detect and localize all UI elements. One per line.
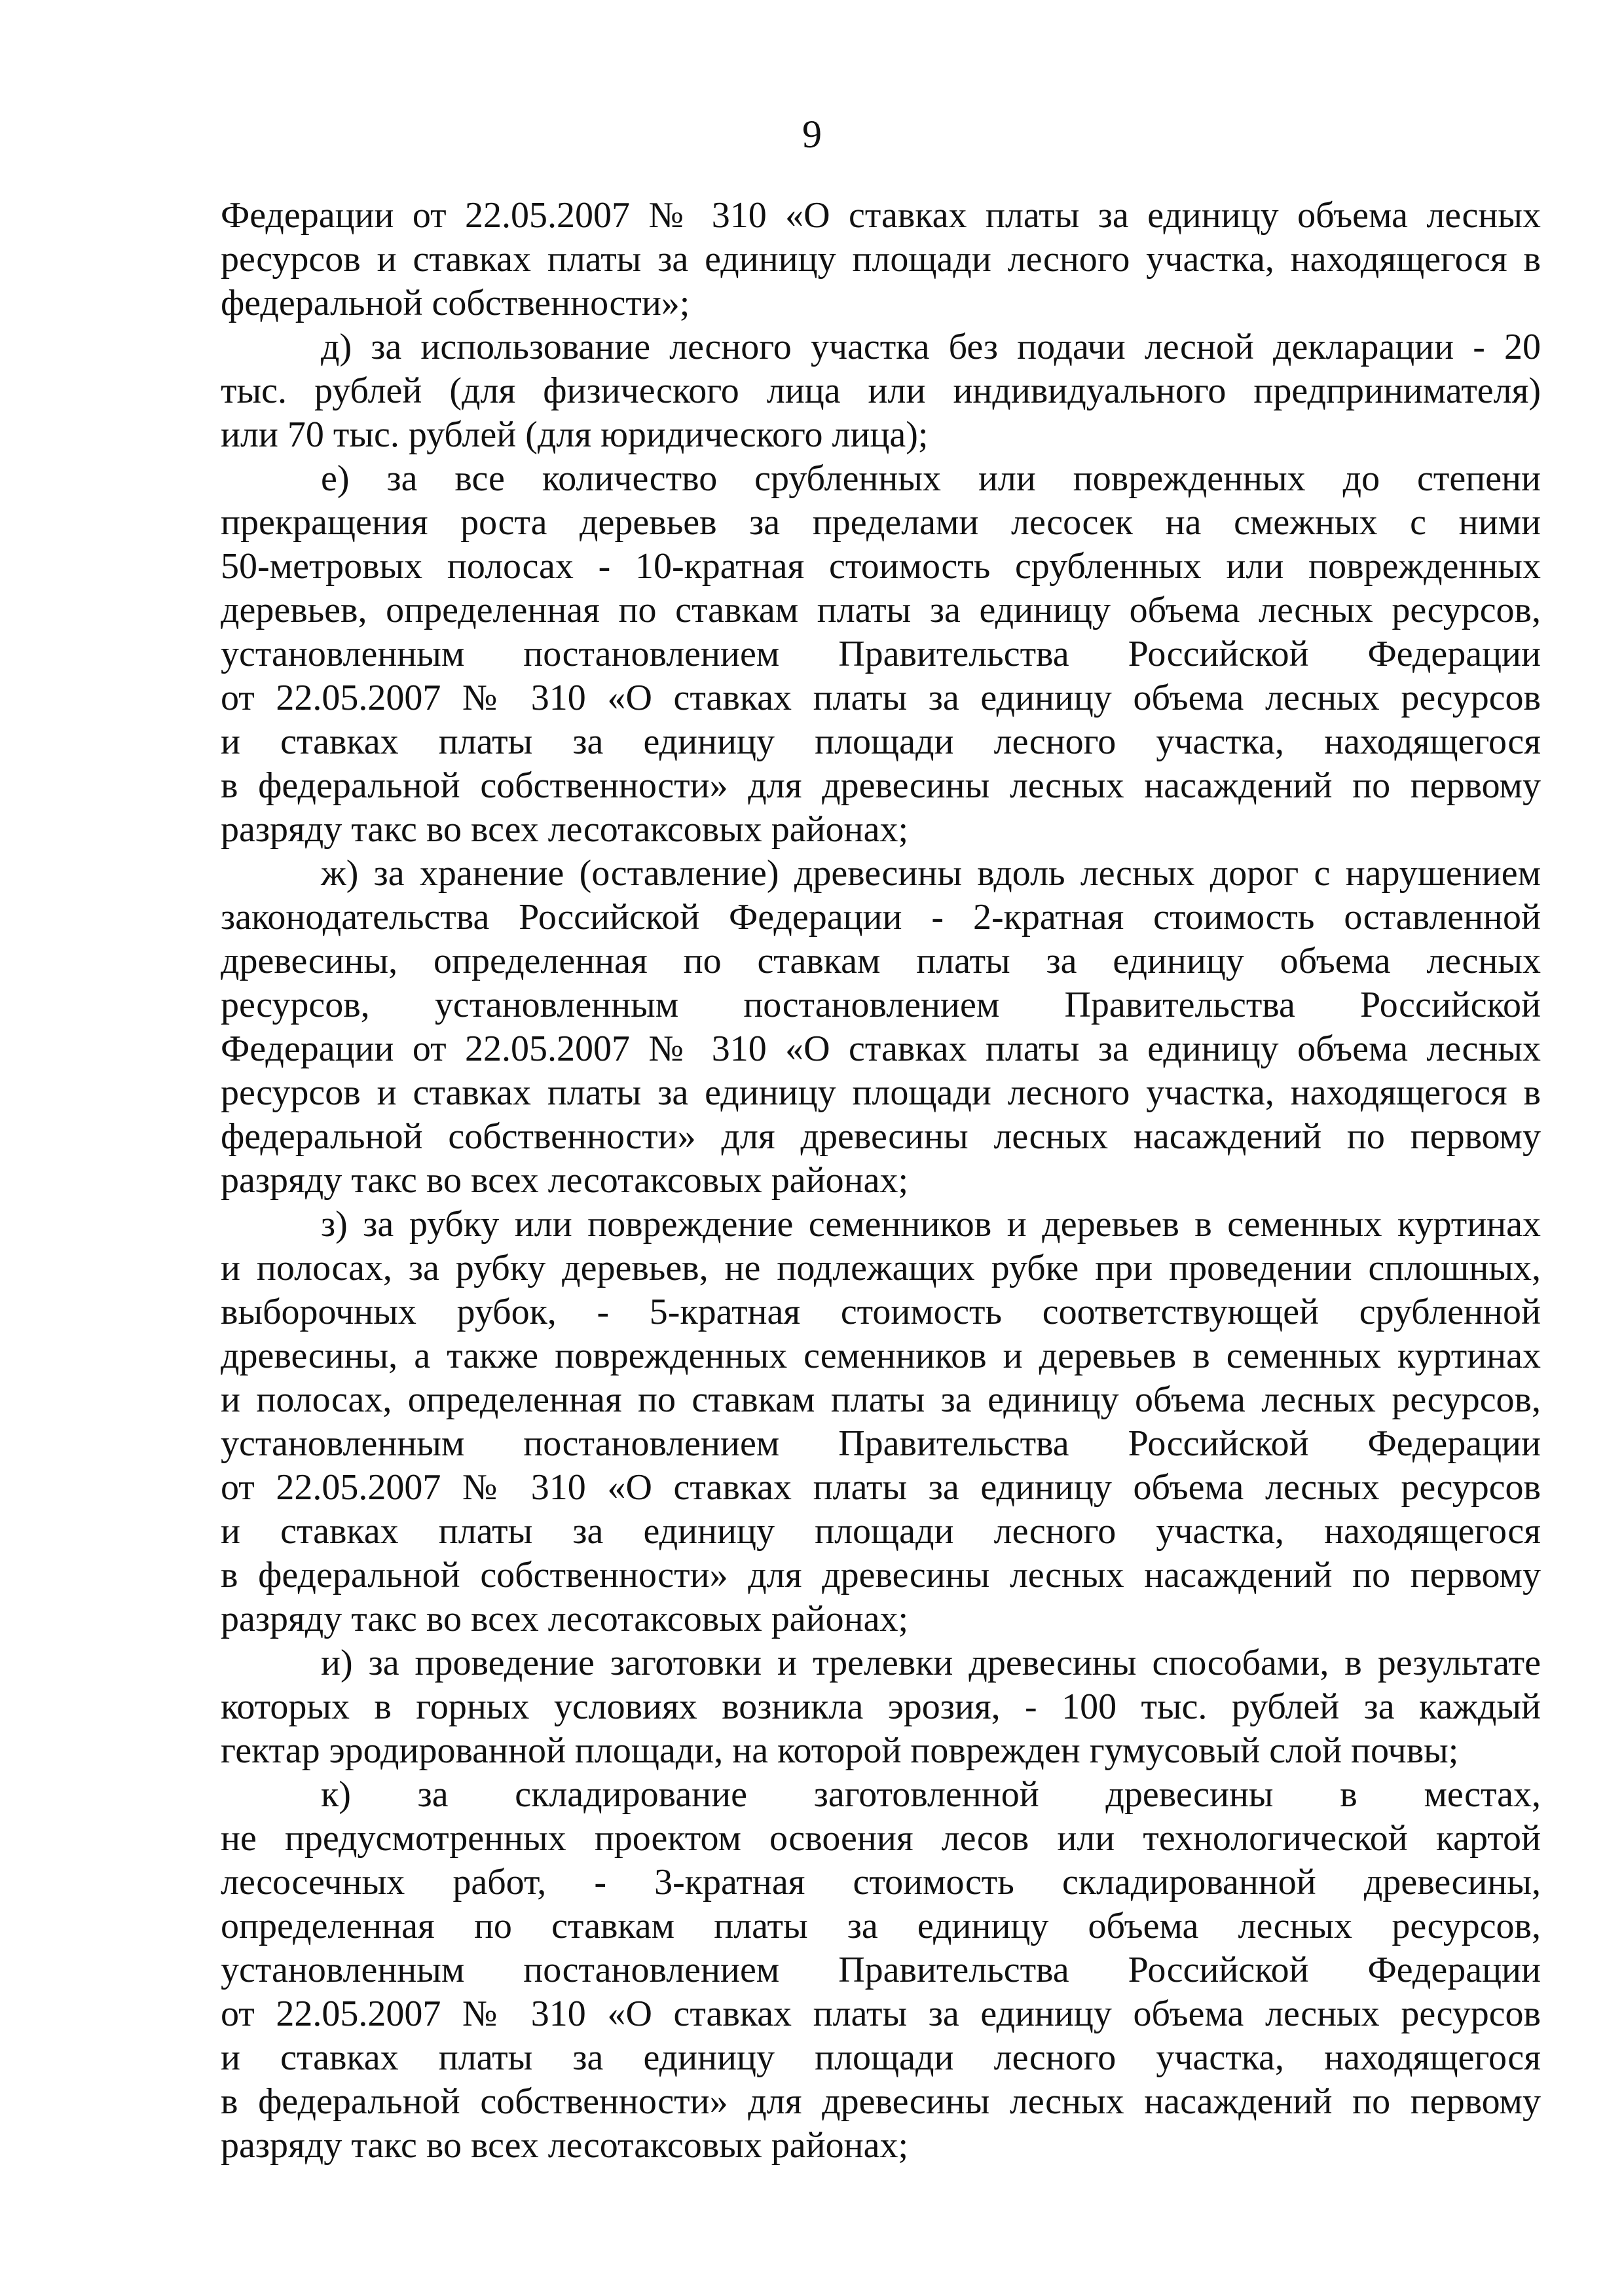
text-line: и полосах, определенная по ставкам платы за единицу объема лесных ресурсов,: [221, 1379, 1541, 1420]
text-line: законодательства Российской Федерации - 2-кратная стоимость оставленной: [221, 897, 1541, 938]
text-line: древесины, а также поврежденных семенников и деревьев в семенных куртинах: [221, 1336, 1541, 1376]
text-line: от 22.05.2007 № 310 «О ставках платы за единицу объема лесных ресурсов: [221, 678, 1541, 718]
text-line: в федеральной собственности» для древесины лесных насаждений по первому: [221, 2081, 1541, 2122]
text-line: в федеральной собственности» для древесины лесных насаждений по первому: [221, 1555, 1541, 1595]
text-line: определенная по ставкам платы за единицу объема лесных ресурсов,: [221, 1906, 1541, 1946]
text-line: древесины, определенная по ставкам платы за единицу объема лесных: [221, 941, 1541, 981]
paragraph-i-line: и) за проведение заготовки и трелевки древесины способами, в результате: [321, 1643, 1541, 1683]
text-line: деревьев, определенная по ставкам платы за единицу объема лесных ресурсов,: [221, 590, 1541, 630]
paragraph-k-line: к) за складирование заготовленной древесины в местах,: [321, 1774, 1541, 1815]
text-line: ресурсов и ставках платы за единицу площади лесного участка, находящегося в: [221, 1072, 1541, 1113]
text-line: прекращения роста деревьев за пределами лесосек на смежных с ними: [221, 502, 1541, 543]
text-line: гектар эродированной площади, на которой поврежден гумусовый слой почвы;: [221, 1730, 1459, 1771]
text-line: лесосечных работ, - 3-кратная стоимость складированной древесины,: [221, 1862, 1541, 1903]
text-line: тыс. рублей (для физического лица или индивидуального предпринимателя): [221, 371, 1541, 411]
text-line: не предусмотренных проектом освоения лесов или технологической картой: [221, 1818, 1541, 1859]
text-line: установленным постановлением Правительства Российской Федерации: [221, 634, 1541, 674]
text-line: которых в горных условиях возникла эрозия, - 100 тыс. рублей за каждый: [221, 1686, 1541, 1727]
text-line: и ставках платы за единицу площади лесного участка, находящегося: [221, 721, 1541, 762]
text-line: разряду такс во всех лесотаксовых районах;: [221, 1160, 908, 1201]
text-line: федеральной собственности»;: [221, 283, 690, 323]
text-line: разряду такс во всех лесотаксовых районах;: [221, 1599, 908, 1639]
text-line: установленным постановлением Правительства Российской Федерации: [221, 1950, 1541, 1990]
text-line: разряду такс во всех лесотаксовых районах;: [221, 809, 908, 850]
text-line: ресурсов, установленным постановлением Правительства Российской: [221, 985, 1541, 1025]
paragraph-zh-line: ж) за хранение (оставление) древесины вдоль лесных дорог с нарушением: [321, 853, 1541, 894]
page-number: 9: [802, 113, 822, 156]
paragraph-d-line: д) за использование лесного участка без подачи лесной декларации - 20: [321, 327, 1541, 367]
text-line: от 22.05.2007 № 310 «О ставках платы за единицу объема лесных ресурсов: [221, 1467, 1541, 1508]
text-line: Федерации от 22.05.2007 № 310 «О ставках платы за единицу объема лесных: [221, 195, 1541, 236]
text-line: и ставках платы за единицу площади лесного участка, находящегося: [221, 1511, 1541, 1552]
text-line: и полосах, за рубку деревьев, не подлежащих рубке при проведении сплошных,: [221, 1248, 1541, 1288]
text-line: 50-метровых полосах - 10-кратная стоимость срубленных или поврежденных: [221, 546, 1541, 587]
text-line: федеральной собственности» для древесины лесных насаждений по первому: [221, 1116, 1541, 1157]
text-line: и ставках платы за единицу площади лесного участка, находящегося: [221, 2037, 1541, 2078]
document-body: [221, 194, 1541, 2168]
text-line: от 22.05.2007 № 310 «О ставках платы за единицу объема лесных ресурсов: [221, 1994, 1541, 2034]
text-line: установленным постановлением Правительства Российской Федерации: [221, 1423, 1541, 1464]
text-line: Федерации от 22.05.2007 № 310 «О ставках платы за единицу объема лесных: [221, 1029, 1541, 1069]
paragraph-e-line: е) за все количество срубленных или поврежденных до степени: [321, 458, 1541, 499]
paragraph-z-line: з) за рубку или повреждение семенников и деревьев в семенных куртинах: [321, 1204, 1541, 1245]
text-line: или 70 тыс. рублей (для юридического лица);: [221, 414, 929, 455]
text-line: разряду такс во всех лесотаксовых районах;: [221, 2125, 908, 2166]
text-line: ресурсов и ставках платы за единицу площади лесного участка, находящегося в: [221, 239, 1541, 280]
text-line: в федеральной собственности» для древесины лесных насаждений по первому: [221, 765, 1541, 806]
text-line: выборочных рубок, - 5-кратная стоимость соответствующей срубленной: [221, 1292, 1541, 1332]
